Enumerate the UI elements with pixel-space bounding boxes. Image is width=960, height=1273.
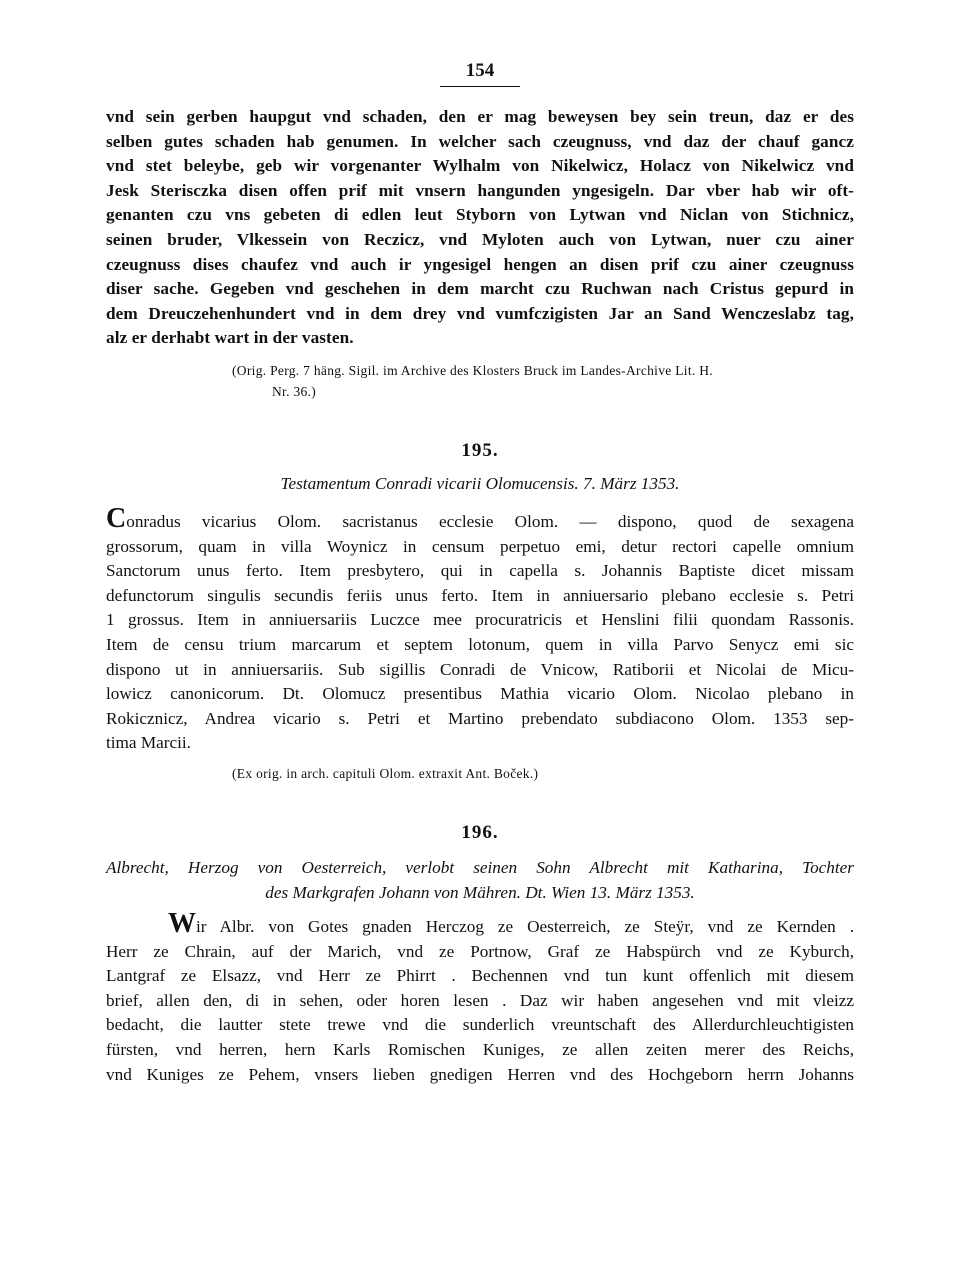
drop-cap: C [106,503,127,534]
text-line: grossorum, quam in villa Woynicz in censum perpetuo emi, detur rectori capelle omnium [106,536,854,556]
text-line: Sanctorum unus ferto. Item presbytero, qui in capella s. Johannis Baptiste dicet missam [106,561,854,581]
title-line: des Markgrafen Johann von Mähren. Dt. Wien 13. März 1353. [265,882,695,902]
source-line: (Orig. Perg. 7 häng. Sigil. im Archive des Klosters Bruck im Landes-Archive Lit. H. [232,363,713,378]
text-line: genanten czu vns gebeten di edlen leut Styborn von Lytwan vnd Niclan von Stichnicz, [106,205,854,225]
text-line: Jesk Sterisczka disen offen prif mit vnsern hangunden yngesigeln. Dar vber hab wir oft- [106,180,854,200]
text-line: vnd sein gerben haupgut vnd schaden, den er mag beweysen bey sein treun, daz er des [106,107,854,126]
text-line: Conradus vicarius Olom. sacristanus ecclesie Olom. — dispono, quod de sexagena [106,503,854,534]
text-line: lowicz canonicorum. Dt. Olomucz presentibus Mathia vicario Olom. Nicolao plebano in [106,684,854,704]
text-line: Lantgraf ze Elsazz, vnd Herr ze Phirrt . Bechennen vnd tun kunt offenlich mit diesem [106,966,854,986]
text-line: selben gutes schaden hab genumen. In welcher sach czeugnuss, vnd daz der chauf gancz [106,131,854,151]
document-title-195 [106,472,854,497]
source-note [232,360,713,402]
source-note-195: (Ex orig. in arch. capituli Olom. extraxit Ant. Boček.) [232,766,539,781]
text-line: tima Marcii. [106,733,191,753]
text-line: Rokicznicz, Andrea vicario s. Petri et Martino prebendato subdiacono Olom. 1353 sep- [106,708,854,728]
text-line: alz er derhabt wart in der vasten. [106,328,354,348]
text-line: brief, allen den, di in sehen, oder horen lesen . Daz wir haben angesehen vnd mit vleizz [106,990,854,1010]
text-line: Wir Albr. von Gotes gnaden Herczog ze Oesterreich, ze Steÿr, vnd ze Kernden . [168,908,854,939]
text-line: vnd stet beleybe, geb wir vorgenanter Wylhalm von Nikelwicz, Holacz von Nikelwicz vnd [106,156,854,176]
text-line: Item de censu trium marcarum et septem lotonum, quem in villa Parvo Senycz emi sic [106,634,854,654]
text-line: defunctorum singulis secundis feriis unus ferto. Item in anniuersario plebano ecclesie s. Petri [106,585,854,605]
continued-text [106,105,854,351]
document-number-195: 195. [461,440,499,461]
title-line: Testamentum Conradi vicarii Olomucensis. 7. März 1353. [280,474,680,493]
page-number: 154 [465,60,495,81]
text-line: 1 grossus. Item in anniuersariis Luczce mee procuratricis et Henslini filii quondam Rassonis. [106,610,854,630]
title-line: Albrecht, Herzog von Oesterreich, verlobt seinen Sohn Albrecht mit Katharina, Tochter [106,858,854,877]
text-line: seinen bruder, Vlkessein von Reczicz, vnd Myloten auch von Lytwan, nuer czu ainer [106,229,854,249]
text-line: czeugnuss dises chaufez vnd auch ir yngesigel hengen an disen prif czu ainer czeugnuss [106,254,854,274]
drop-cap: W [168,908,196,939]
text-line: fürsten, vnd herren, hern Karls Romischen Kuniges, ze allen zeiten merer des Reichs, [106,1039,854,1059]
text-line: vnd Kuniges ze Pehem, vnsers lieben gnedigen Herren vnd des Hochgeborn herrn Johanns [106,1064,854,1084]
text-line: bedacht, die lautter stete trewe vnd die sunderlich vreuntschaft des Allerdurchleuchtigisten [106,1015,854,1035]
text-line: dem Dreuczehenhundert vnd in dem drey vnd vumfczigisten Jar an Sand Wenczeslabz tag, [106,303,854,323]
page-number-rule [440,86,520,87]
source-line: Nr. 36.) [272,384,317,399]
document-body-196 [106,908,854,1087]
text-line: diser sache. Gegeben vnd geschehen in dem marcht czu Ruchwan nach Cristus gepurd in [106,279,854,299]
text-line: Herr ze Chrain, auf der Marich, vnd ze Portnow, Graf ze Habspürch vnd ze Kyburch, [106,941,854,961]
document-body-195 [106,503,854,756]
document-title-196 [106,856,854,905]
text-line: dispono ut in anniuersariis. Sub sigillis Conradi de Vnicow, Ratiborii et Nicolai de Micu- [106,659,854,679]
document-number-196: 196. [461,822,499,843]
